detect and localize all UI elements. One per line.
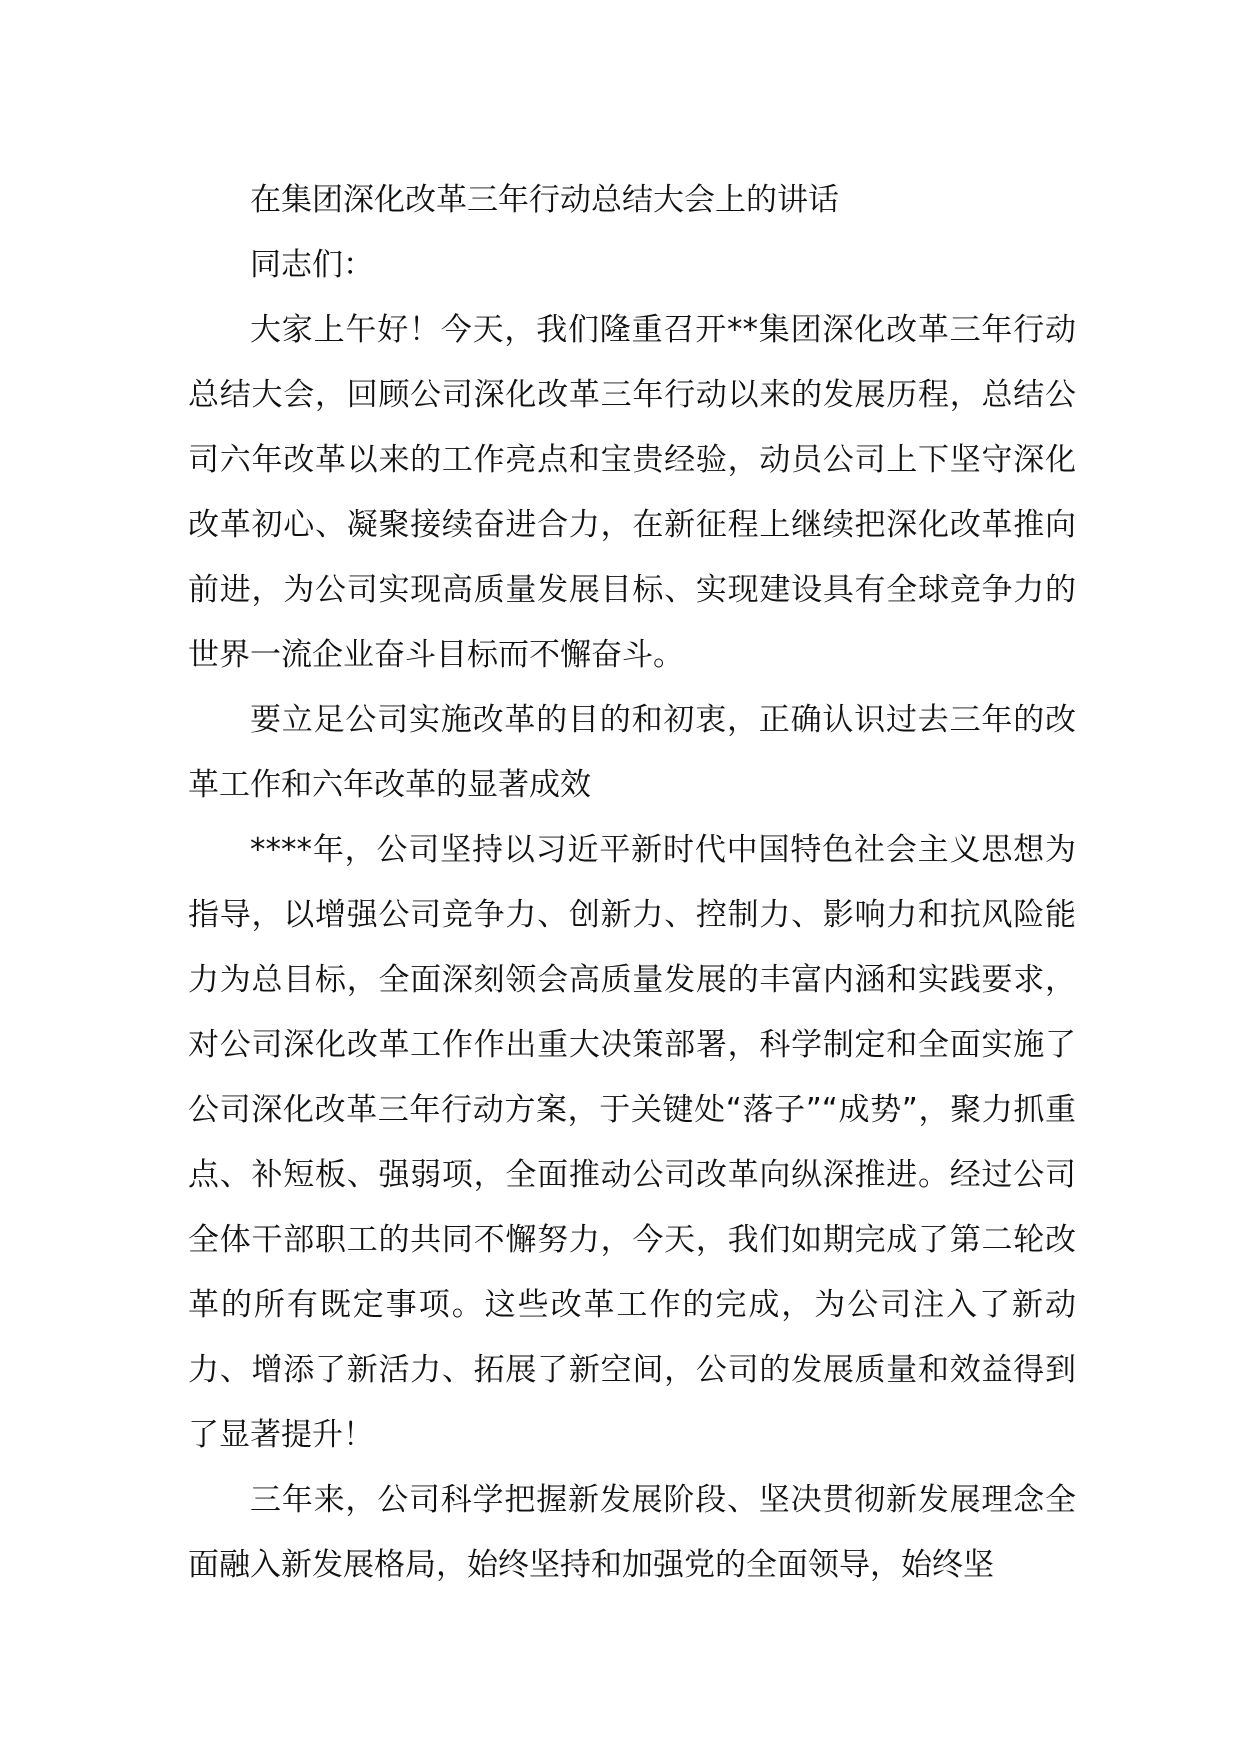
- document-title: 在集团深化改革三年行动总结大会上的讲话: [250, 182, 839, 218]
- paragraph-three-years: 三年来，公司科学把握新发展阶段、坚决贯彻新发展理念全面融入新发展格局，始终坚持和加强党的全面领导，始终坚: [188, 1482, 1076, 1583]
- paragraph-section-heading: 要立足公司实施改革的目的和初衷，正确认识过去三年的改革工作和六年改革的显著成效: [188, 702, 1076, 803]
- document-body: [188, 168, 1076, 1598]
- paragraph-achievements: ****年，公司坚持以习近平新时代中国特色社会主义思想为指导，以增强公司竞争力、创新力、控制力、影响力和抗风险能力为总目标，全面深刻领会高质量发展的丰富内涵和实践要求，对公司深化改革工作作出重大决策部署，科学制定和全面实施了公司深化改革三年行动方案，于关键处“落子”“成势”，聚力抓重点、补短板、强弱项，全面推动公司改革向纵深推进。经过公司全体干部职工的共同不懈努力，今天，我们如期完成了第二轮改革的所有既定事项。这些改革工作的完成，为公司注入了新动力、增添了新活力、拓展了新空间，公司的发展质量和效益得到了显著提升！: [188, 832, 1076, 1453]
- paragraph-opening: 大家上午好！今天，我们隆重召开**集团深化改革三年行动总结大会，回顾公司深化改革三年行动以来的发展历程，总结公司六年改革以来的工作亮点和宝贵经验，动员公司上下坚守深化改革初心、凝聚接续奋进合力，在新征程上继续把深化改革推向前进，为公司实现高质量发展目标、实现建设具有全球竞争力的世界一流企业奋斗目标而不懈奋斗。: [188, 312, 1076, 673]
- salutation: 同志们：: [250, 247, 374, 283]
